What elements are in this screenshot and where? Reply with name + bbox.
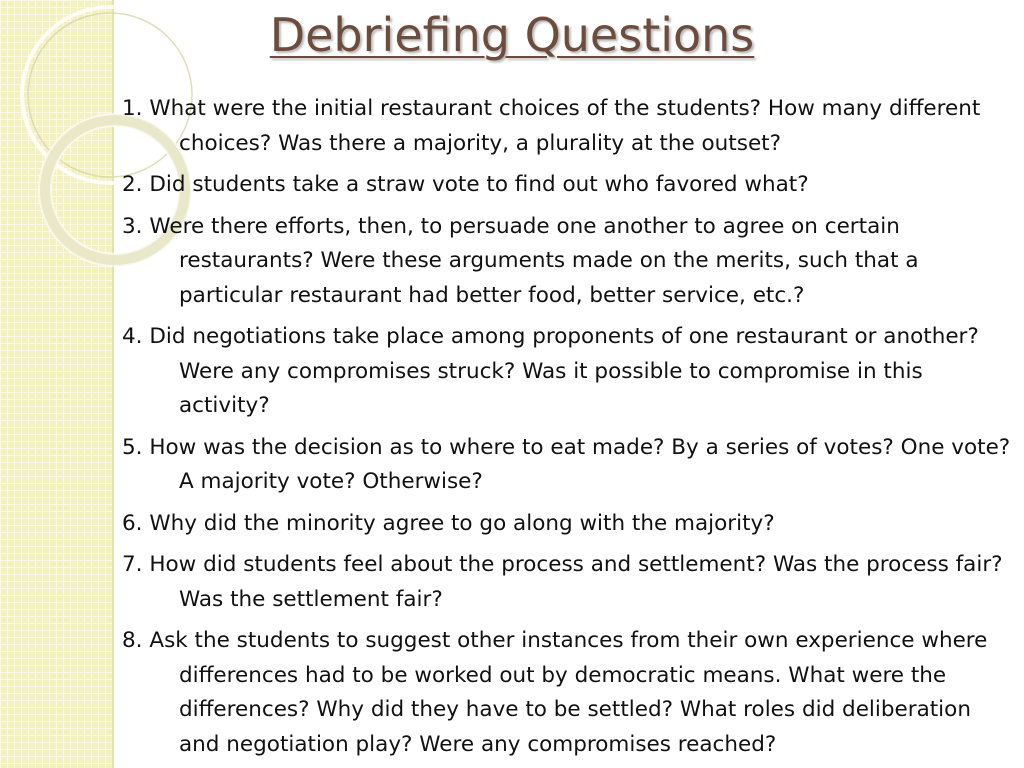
question-text bbox=[122, 320, 1014, 424]
question-item bbox=[122, 320, 1014, 424]
question-text bbox=[122, 431, 1014, 500]
question-number: 3. bbox=[122, 213, 150, 239]
question-body: Did negotiations take place among proponents of one restaurant or another? Were any compromises struck? Was it possible to compromise in this activity? bbox=[149, 324, 979, 418]
question-number: 7. bbox=[122, 552, 150, 577]
question-text bbox=[122, 168, 1014, 203]
question-number: 6. bbox=[122, 510, 150, 536]
slide-title: Debriefing Questions bbox=[269, 8, 755, 62]
question-number: 4. bbox=[122, 324, 150, 349]
question-item bbox=[122, 431, 1014, 500]
question-number: 5. bbox=[122, 434, 150, 460]
question-item bbox=[122, 624, 1014, 762]
question-item bbox=[122, 210, 1014, 314]
question-item bbox=[122, 507, 1014, 542]
question-text bbox=[122, 92, 1014, 161]
question-item bbox=[122, 548, 1014, 617]
question-number: 2. bbox=[122, 172, 150, 197]
question-body: How was the decision as to where to eat made? By a series of votes? One vote? A majority vote? Otherwise? bbox=[149, 434, 1011, 494]
question-item bbox=[122, 92, 1014, 161]
question-body: Why did the minority agree to go along with the majority? bbox=[149, 510, 775, 536]
slide-title-container bbox=[0, 8, 1024, 62]
question-body: What were the initial restaurant choices of the students? How many different choices? Was there a majority, a plurality at the outset? bbox=[149, 96, 981, 156]
question-body: Did students take a straw vote to find out who favored what? bbox=[149, 172, 809, 197]
question-item bbox=[122, 168, 1014, 203]
question-body: Ask the students to suggest other instances from their own experience where differences had to be worked out by democratic means. What were the differences? Why did they have to be settled? What roles did deliberation and negotiation play? Were any compromises reached? bbox=[149, 628, 988, 757]
question-text bbox=[122, 624, 1014, 762]
question-number: 8. bbox=[122, 628, 150, 653]
question-body: How did students feel about the process and settlement? Was the process fair? Was the settlement fair? bbox=[149, 552, 1003, 612]
question-text bbox=[122, 548, 1014, 617]
question-number: 1. bbox=[122, 96, 150, 121]
questions-list bbox=[122, 92, 1014, 768]
question-text bbox=[122, 507, 1014, 542]
question-text bbox=[122, 210, 1014, 314]
question-body: Were there efforts, then, to persuade one another to agree on certain restaurants? Were these arguments made on the merits, such that a particular restaurant had better food, better service, etc.? bbox=[149, 213, 919, 308]
